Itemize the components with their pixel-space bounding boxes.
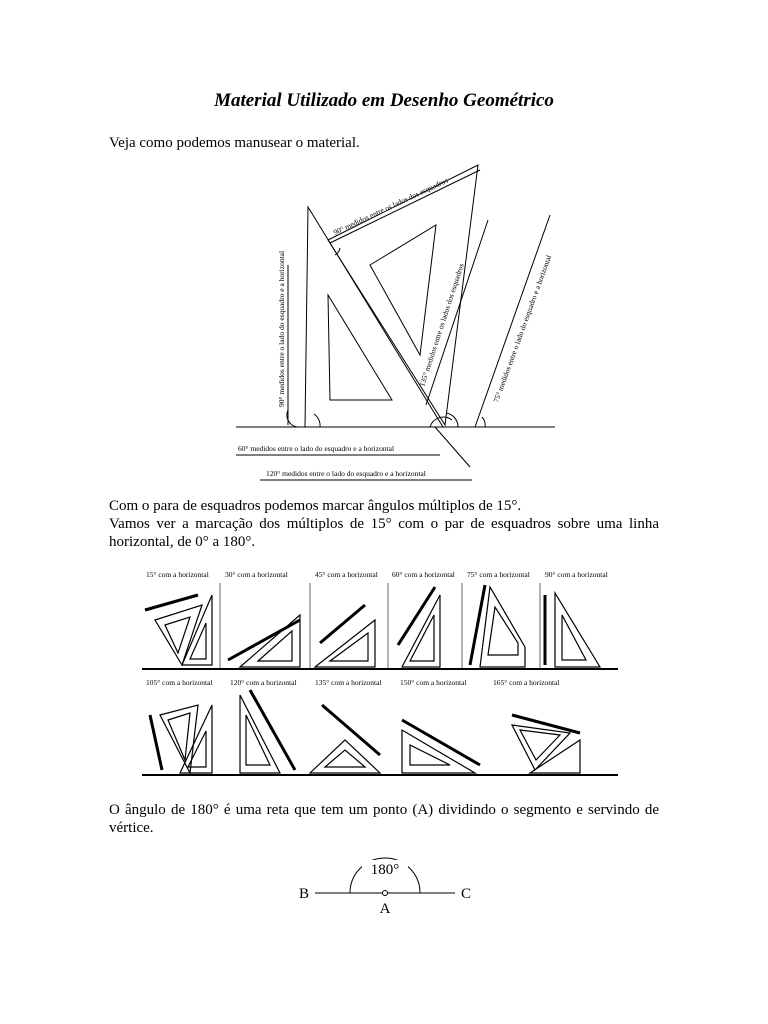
caption-135: 135° com a horizontal: [315, 678, 382, 687]
figure-angle-multiples: [140, 565, 625, 780]
label-120: 120° medidos entre o lado do esquadro e a horizontal: [266, 469, 426, 478]
label-90-horizontal: 90° medidos entre o lado do esquadro e a horizontal: [277, 250, 286, 407]
page-title: Material Utilizado em Desenho Geométrico: [214, 90, 554, 111]
paragraph-180: O ângulo de 180° é uma reta que tem um ponto (A) dividindo o segmento e servindo de vértice.: [109, 802, 659, 836]
label-90-between: 90° medidos entre os lados dos esquadros: [332, 175, 450, 237]
angle-label: 180°: [370, 862, 400, 878]
set-square-60-outer: [305, 207, 443, 427]
caption-15: 15° com a horizontal: [146, 570, 209, 579]
figure-180-angle: [290, 850, 490, 920]
point-b: B: [298, 886, 310, 902]
caption-150: 150° com a horizontal: [400, 678, 467, 687]
caption-90: 90° com a horizontal: [545, 570, 608, 579]
vertex-point: [383, 891, 388, 896]
caption-30: 30° com a horizontal: [225, 570, 288, 579]
paragraph-marking: Vamos ver a marcação dos múltiplos de 15° com o par de esquadros sobre uma linha horizontal, de 0° a 180°.: [109, 516, 659, 550]
point-c: C: [460, 886, 472, 902]
point-a: A: [379, 901, 391, 917]
figure-set-squares: [230, 155, 560, 485]
caption-165: 165° com a horizontal: [493, 678, 560, 687]
intro-text: Veja como podemos manusear o material.: [109, 135, 360, 151]
paragraph-multiples: Com o para de esquadros podemos marcar ângulos múltiplos de 15°.: [109, 498, 522, 514]
caption-60: 60° com a horizontal: [392, 570, 455, 579]
set-square-60-inner: [328, 295, 392, 400]
caption-45: 45° com a horizontal: [315, 570, 378, 579]
caption-105: 105° com a horizontal: [146, 678, 213, 687]
set-square-45-inner: [370, 225, 436, 355]
caption-120: 120° com a horizontal: [230, 678, 297, 687]
caption-75: 75° com a horizontal: [467, 570, 530, 579]
label-60: 60° medidos entre o lado do esquadro e a horizontal: [238, 444, 395, 453]
label-75: 75° medidos entre o lado do esquadro e a horizontal: [491, 253, 554, 404]
label-135: 135° medidos entre os lados dos esquadros: [417, 262, 466, 388]
